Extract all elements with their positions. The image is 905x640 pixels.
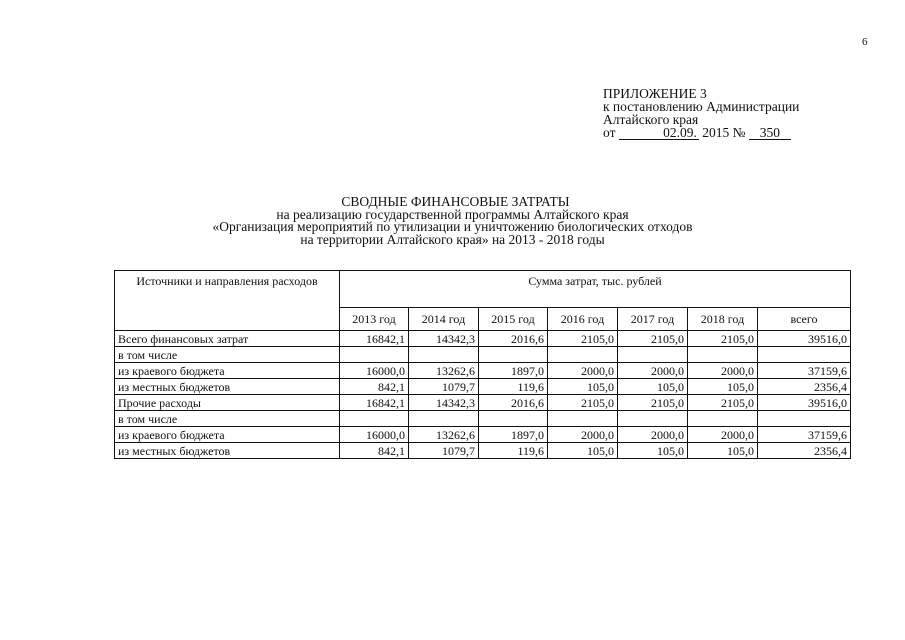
- row-value-cell: 105,0: [688, 379, 758, 395]
- row-label: Прочие расходы: [115, 395, 340, 411]
- decree-number: 350: [749, 127, 791, 140]
- row-label: в том числе: [115, 347, 340, 363]
- header-year: 2018 год: [688, 308, 758, 331]
- header-year: 2015 год: [479, 308, 548, 331]
- row-value-cell: 2000,0: [688, 427, 758, 443]
- row-value-cell: 2016,6: [479, 331, 548, 347]
- row-value-cell: [688, 411, 758, 427]
- row-label: из краевого бюджета: [115, 427, 340, 443]
- table-row: [115, 379, 851, 395]
- document-title: [0, 196, 905, 246]
- row-label: Всего финансовых затрат: [115, 331, 340, 347]
- row-value-cell: 16000,0: [340, 363, 409, 379]
- table-row: [115, 411, 851, 427]
- table-row: [115, 347, 851, 363]
- appendix-title: ПРИЛОЖЕНИЕ 3: [603, 86, 707, 101]
- row-total-cell: 39516,0: [758, 331, 851, 347]
- title-line-4: на территории Алтайского края» на 2013 - 2018 годы: [300, 231, 605, 247]
- row-value-cell: 16842,1: [340, 395, 409, 411]
- title-line-2: на реализацию государственной программы Алтайского края: [276, 206, 629, 222]
- appendix-date-line: [603, 126, 799, 140]
- row-value-cell: 2000,0: [548, 427, 618, 443]
- row-value-cell: 2016,6: [479, 395, 548, 411]
- row-total-cell: 37159,6: [758, 427, 851, 443]
- row-value-cell: [479, 347, 548, 363]
- row-label: из местных бюджетов: [115, 379, 340, 395]
- row-total-cell: [758, 411, 851, 427]
- table-row: [115, 443, 851, 459]
- row-total-cell: 2356,4: [758, 379, 851, 395]
- appendix-header: [603, 87, 799, 140]
- row-value-cell: 105,0: [548, 379, 618, 395]
- row-value-cell: 2000,0: [618, 427, 688, 443]
- header-year: 2016 год: [548, 308, 618, 331]
- appendix-line-3: Алтайского края: [603, 112, 699, 127]
- header-year: 2014 год: [409, 308, 479, 331]
- row-total-cell: [758, 347, 851, 363]
- header-year: 2017 год: [618, 308, 688, 331]
- row-value-cell: [548, 347, 618, 363]
- row-value-cell: 2000,0: [618, 363, 688, 379]
- row-value-cell: 2000,0: [688, 363, 758, 379]
- row-value-cell: 2105,0: [618, 331, 688, 347]
- row-value-cell: 2105,0: [688, 331, 758, 347]
- row-value-cell: 14342,3: [409, 395, 479, 411]
- row-value-cell: 1079,7: [409, 443, 479, 459]
- row-value-cell: 119,6: [479, 379, 548, 395]
- row-value-cell: [618, 411, 688, 427]
- header-sum: Сумма затрат, тыс. рублей: [340, 271, 851, 308]
- row-value-cell: 2105,0: [618, 395, 688, 411]
- row-value-cell: 842,1: [340, 443, 409, 459]
- header-source: Источники и направления расходов: [115, 271, 340, 308]
- row-value-cell: 105,0: [618, 443, 688, 459]
- row-value-cell: 14342,3: [409, 331, 479, 347]
- row-value-cell: 16842,1: [340, 331, 409, 347]
- header-year: 2013 год: [340, 308, 409, 331]
- title-line-1: СВОДНЫЕ ФИНАНСОВЫЕ ЗАТРАТЫ: [341, 194, 570, 209]
- row-value-cell: 842,1: [340, 379, 409, 395]
- row-value-cell: 105,0: [688, 443, 758, 459]
- table-body: [115, 331, 851, 459]
- row-value-cell: 1079,7: [409, 379, 479, 395]
- row-total-cell: 2356,4: [758, 443, 851, 459]
- row-value-cell: [340, 347, 409, 363]
- appendix-line-2: к постановлению Администрации: [603, 99, 800, 114]
- row-value-cell: [548, 411, 618, 427]
- row-value-cell: 13262,6: [409, 427, 479, 443]
- row-value-cell: 2105,0: [548, 395, 618, 411]
- table-row: [115, 331, 851, 347]
- date-prefix: от: [603, 125, 616, 140]
- row-total-cell: 39516,0: [758, 395, 851, 411]
- row-label: в том числе: [115, 411, 340, 427]
- header-source-continued: [115, 308, 340, 331]
- row-value-cell: [409, 347, 479, 363]
- title-line-3: «Организация мероприятий по утилизации и уничтожению биологических отходов: [212, 219, 693, 234]
- row-value-cell: [688, 347, 758, 363]
- row-total-cell: 37159,6: [758, 363, 851, 379]
- row-value-cell: 2105,0: [548, 331, 618, 347]
- row-value-cell: 16000,0: [340, 427, 409, 443]
- row-value-cell: 13262,6: [409, 363, 479, 379]
- row-value-cell: [479, 411, 548, 427]
- row-label: из краевого бюджета: [115, 363, 340, 379]
- row-value-cell: 1897,0: [479, 363, 548, 379]
- row-value-cell: 105,0: [618, 379, 688, 395]
- table-row: [115, 363, 851, 379]
- row-value-cell: 2000,0: [548, 363, 618, 379]
- row-value-cell: [618, 347, 688, 363]
- header-total: всего: [758, 308, 851, 331]
- row-label: из местных бюджетов: [115, 443, 340, 459]
- row-value-cell: 2105,0: [688, 395, 758, 411]
- row-value-cell: 119,6: [479, 443, 548, 459]
- row-value-cell: [340, 411, 409, 427]
- table-row: [115, 395, 851, 411]
- page-number: 6: [862, 36, 868, 48]
- decree-date: 02.09.: [619, 127, 699, 140]
- table-row: [115, 427, 851, 443]
- row-value-cell: 105,0: [548, 443, 618, 459]
- row-value-cell: [409, 411, 479, 427]
- row-value-cell: 1897,0: [479, 427, 548, 443]
- decree-year: 2015 №: [702, 125, 746, 140]
- financial-costs-table: [114, 270, 851, 459]
